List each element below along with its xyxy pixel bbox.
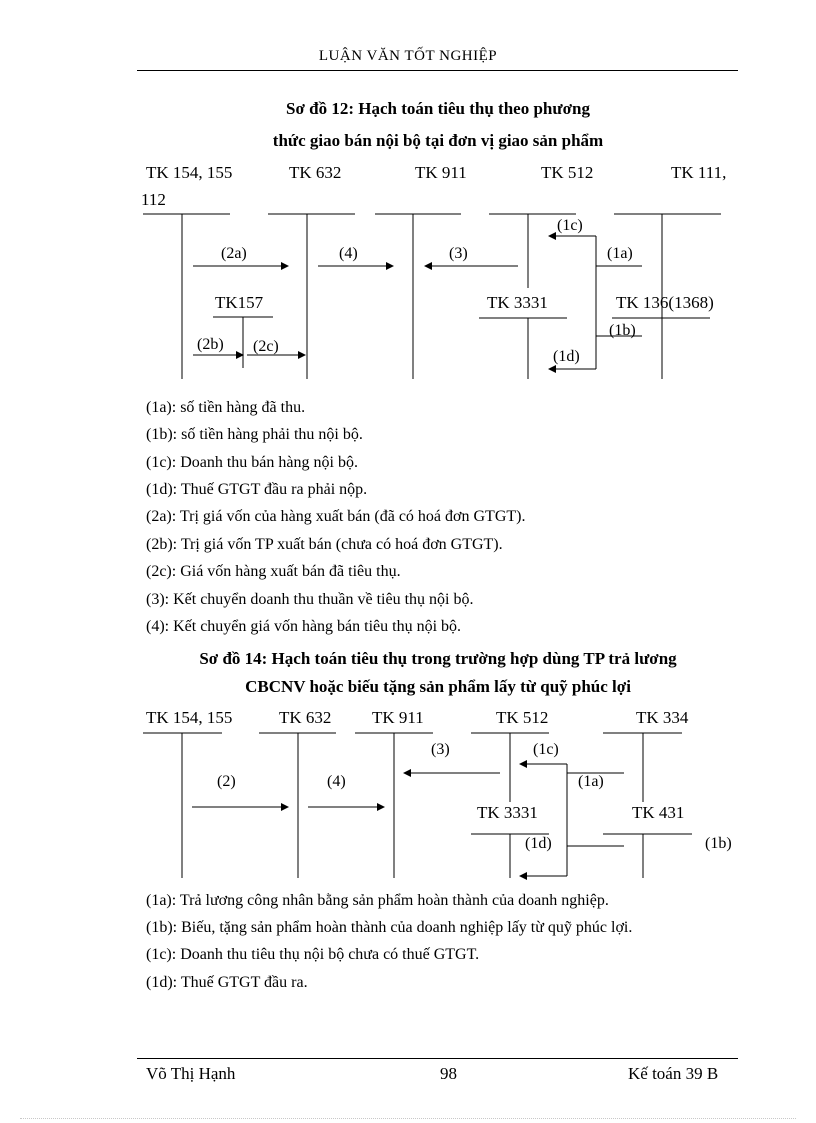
diagram12-title-line1: Sơ đồ 12: Hạch toán tiêu thụ theo phương bbox=[286, 99, 590, 118]
d14-label-2: (2) bbox=[217, 773, 236, 790]
d14-label-4: (4) bbox=[327, 773, 346, 790]
d14-label-1a: (1a) bbox=[578, 773, 604, 790]
d14-account-tk911: TK 911 bbox=[372, 708, 424, 727]
d14-legend-1d: (1d): Thuế GTGT đầu ra. bbox=[146, 974, 308, 991]
d12-label-1b: (1b) bbox=[609, 322, 636, 339]
d14-legend-1c: (1c): Doanh thu tiêu thụ nội bộ chưa có thuế GTGT. bbox=[146, 946, 480, 963]
diagram12-title-line2: thức giao bán nội bộ tại đơn vị giao sản phẩm bbox=[272, 131, 604, 150]
d12-legend-2b: (2b): Trị giá vốn TP xuất bán (chưa có hoá đơn GTGT). bbox=[146, 536, 503, 553]
page-bottom-dotted-edge bbox=[20, 1118, 796, 1119]
d12-legend-2a: (2a): Trị giá vốn của hàng xuất bán (đã có hoá đơn GTGT). bbox=[146, 508, 526, 525]
d14-account-tk154: TK 154, 155 bbox=[146, 708, 233, 727]
d12-legend-1b: (1b): số tiền hàng phải thu nội bộ. bbox=[146, 426, 363, 443]
d12-label-1d: (1d) bbox=[553, 348, 580, 365]
d12-legend-2c: (2c): Giá vốn hàng xuất bán đã tiêu thụ. bbox=[146, 563, 401, 580]
d12-legend-1a: (1a): số tiền hàng đã thu. bbox=[146, 399, 306, 416]
d12-label-2c: (2c) bbox=[253, 338, 279, 355]
d12-account-tk512: TK 512 bbox=[541, 163, 594, 182]
d12-legend-1d: (1d): Thuế GTGT đầu ra phải nộp. bbox=[146, 481, 368, 498]
running-header: LUẬN VĂN TỐT NGHIỆP bbox=[318, 48, 498, 64]
d14-label-1b: (1b) bbox=[705, 835, 732, 852]
d12-label-2a: (2a) bbox=[221, 245, 247, 262]
d12-account-tk136: TK 136(1368) bbox=[616, 293, 714, 312]
d12-label-2b: (2b) bbox=[197, 336, 224, 353]
d14-account-tk334: TK 334 bbox=[636, 708, 689, 727]
d12-label-1a: (1a) bbox=[607, 245, 633, 262]
d12-label-4: (4) bbox=[339, 245, 358, 262]
d14-account-tk632: TK 632 bbox=[279, 708, 332, 727]
d12-account-tk154: TK 154, 155 bbox=[146, 163, 233, 182]
footer-page-number: 98 bbox=[440, 1064, 457, 1083]
d12-account-tk632: TK 632 bbox=[289, 163, 342, 182]
d12-label-3: (3) bbox=[449, 245, 468, 262]
d12-account-tk154-cont: 112 bbox=[141, 190, 166, 209]
d14-label-1d: (1d) bbox=[525, 835, 552, 852]
d12-legend-3: (3): Kết chuyển doanh thu thuần về tiêu thụ nội bộ. bbox=[146, 591, 474, 608]
d12-account-tk3331: TK 3331 bbox=[487, 293, 548, 312]
d14-label-1c: (1c) bbox=[533, 741, 559, 758]
diagram14-title-line1: Sơ đồ 14: Hạch toán tiêu thụ trong trường hợp dùng TP trả lương bbox=[199, 649, 677, 668]
footer-rule bbox=[137, 1058, 738, 1059]
d14-account-tk431: TK 431 bbox=[632, 803, 685, 822]
d12-legend-4: (4): Kết chuyển giá vốn hàng bán tiêu thụ nội bộ. bbox=[146, 618, 462, 635]
d14-label-3: (3) bbox=[431, 741, 450, 758]
diagram14-title-line2: CBCNV hoặc biếu tặng sản phẩm lấy từ quỹ phúc lợi bbox=[245, 677, 631, 696]
d12-account-tk157: TK157 bbox=[215, 293, 264, 312]
d14-legend-1b: (1b): Biếu, tặng sản phẩm hoàn thành của doanh nghiệp lấy từ quỹ phúc lợi. bbox=[146, 919, 633, 936]
footer-author: Võ Thị Hạnh bbox=[146, 1064, 236, 1083]
d14-account-tk512: TK 512 bbox=[496, 708, 549, 727]
d12-account-tk911: TK 911 bbox=[415, 163, 467, 182]
d12-label-1c: (1c) bbox=[557, 217, 583, 234]
d12-legend-1c: (1c): Doanh thu bán hàng nội bộ. bbox=[146, 454, 358, 471]
d12-account-tk111: TK 111, bbox=[671, 163, 727, 182]
d14-account-tk3331: TK 3331 bbox=[477, 803, 538, 822]
footer-class: Kế toán 39 B bbox=[628, 1064, 719, 1083]
d14-legend-1a: (1a): Trả lương công nhân bằng sản phẩm hoàn thành của doanh nghiệp. bbox=[146, 892, 609, 909]
